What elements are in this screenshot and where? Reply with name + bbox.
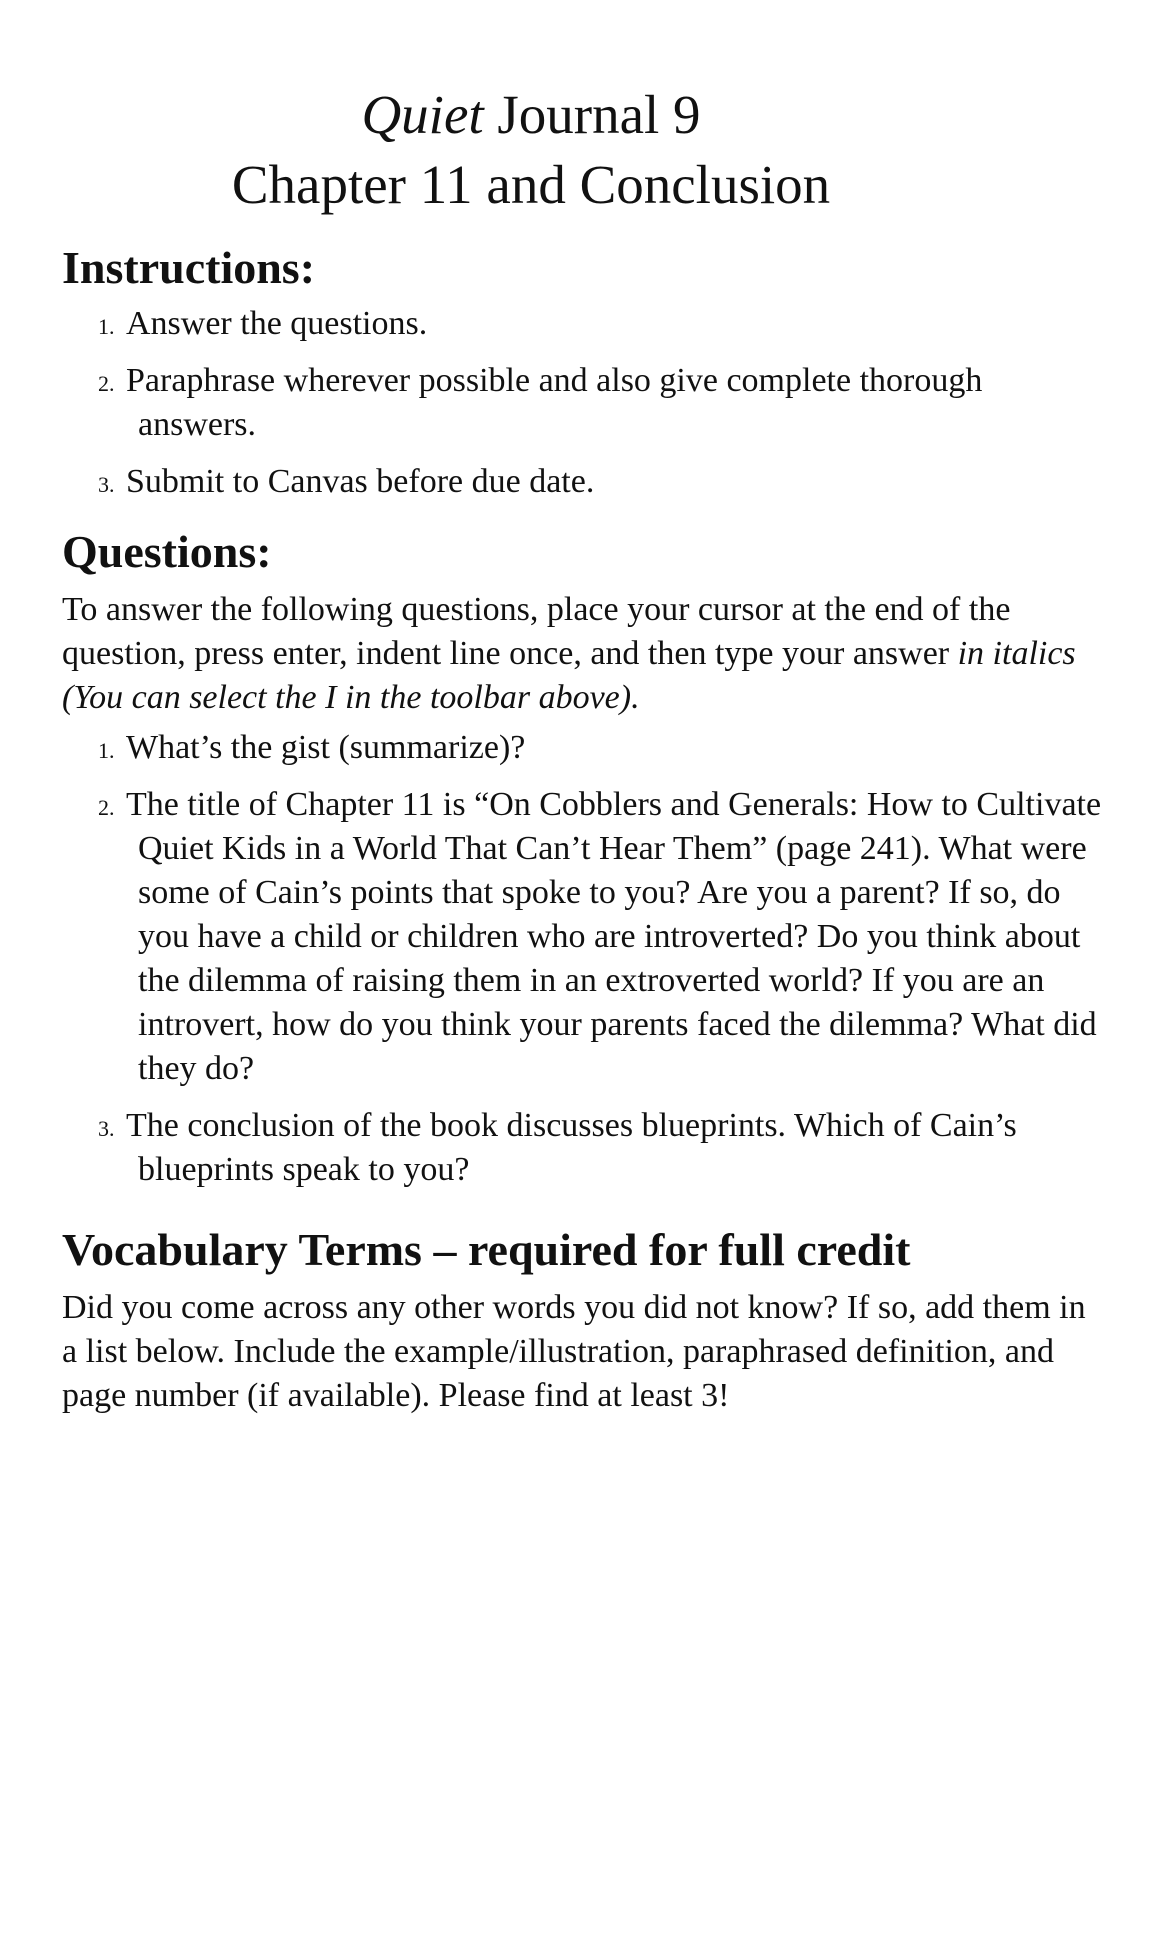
questions-intro-plain: To answer the following questions, place your cursor at the end of the question, press enter, indent line once, and then type your answer [62, 591, 1011, 672]
list-number: 3. [98, 1116, 115, 1141]
list-item [62, 1104, 1102, 1192]
list-number: 2. [98, 795, 115, 820]
title-line-2: Chapter 11 and Conclusion [231, 154, 831, 215]
instructions-list [62, 302, 1102, 504]
list-item-text: The conclusion of the book discusses blueprints. Which of Cain’s blueprints speak to you? [126, 1107, 1017, 1188]
list-item-text: Submit to Canvas before due date. [126, 463, 595, 500]
title-rest: Journal 9 [483, 84, 701, 145]
vocabulary-heading: Vocabulary Terms – required for full credit [62, 1224, 911, 1275]
list-item [62, 302, 1102, 346]
list-item-text: Answer the questions. [126, 305, 428, 342]
list-item-text: The title of Chapter 11 is “On Cobblers and Generals: How to Cultivate Quiet Kids in a World That Can’t Hear Them” (page 241). What were some of Cain’s points that spoke to you? Are you a parent? If so, do you have a child or children who are introverted? Do you think about the dilemma of raising them in an extroverted world? If you are an introvert, how do you think your parents faced the dilemma? What did they do? [126, 786, 1102, 1087]
instructions-heading: Instructions: [62, 242, 316, 293]
vocabulary-body: Did you come across any other words you did not know? If so, add them in a list below. Include the example/illustration, paraphrased definition, and page number (if available). Please find at least 3! [62, 1289, 1086, 1414]
questions-list [62, 726, 1102, 1192]
instructions-section [62, 240, 1164, 504]
list-number: 1. [98, 738, 115, 763]
list-number: 2. [98, 371, 115, 396]
vocabulary-section [62, 1222, 1164, 1418]
questions-intro-italic: in italics (You can select the I in the toolbar above). [62, 635, 1076, 716]
document-title [0, 0, 1000, 220]
list-item [62, 359, 1102, 447]
list-item [62, 726, 1102, 770]
list-number: 3. [98, 472, 115, 497]
title-line-1 [62, 80, 1000, 150]
questions-intro [62, 588, 1102, 720]
list-item [62, 460, 1102, 504]
list-item-text: What’s the gist (summarize)? [126, 729, 526, 766]
questions-heading: Questions: [62, 526, 272, 577]
list-item [62, 783, 1102, 1091]
questions-section [62, 524, 1164, 1192]
list-number: 1. [98, 314, 115, 339]
title-italic-word: Quiet [361, 84, 484, 145]
list-item-text: Paraphrase wherever possible and also give complete thorough answers. [126, 362, 983, 443]
